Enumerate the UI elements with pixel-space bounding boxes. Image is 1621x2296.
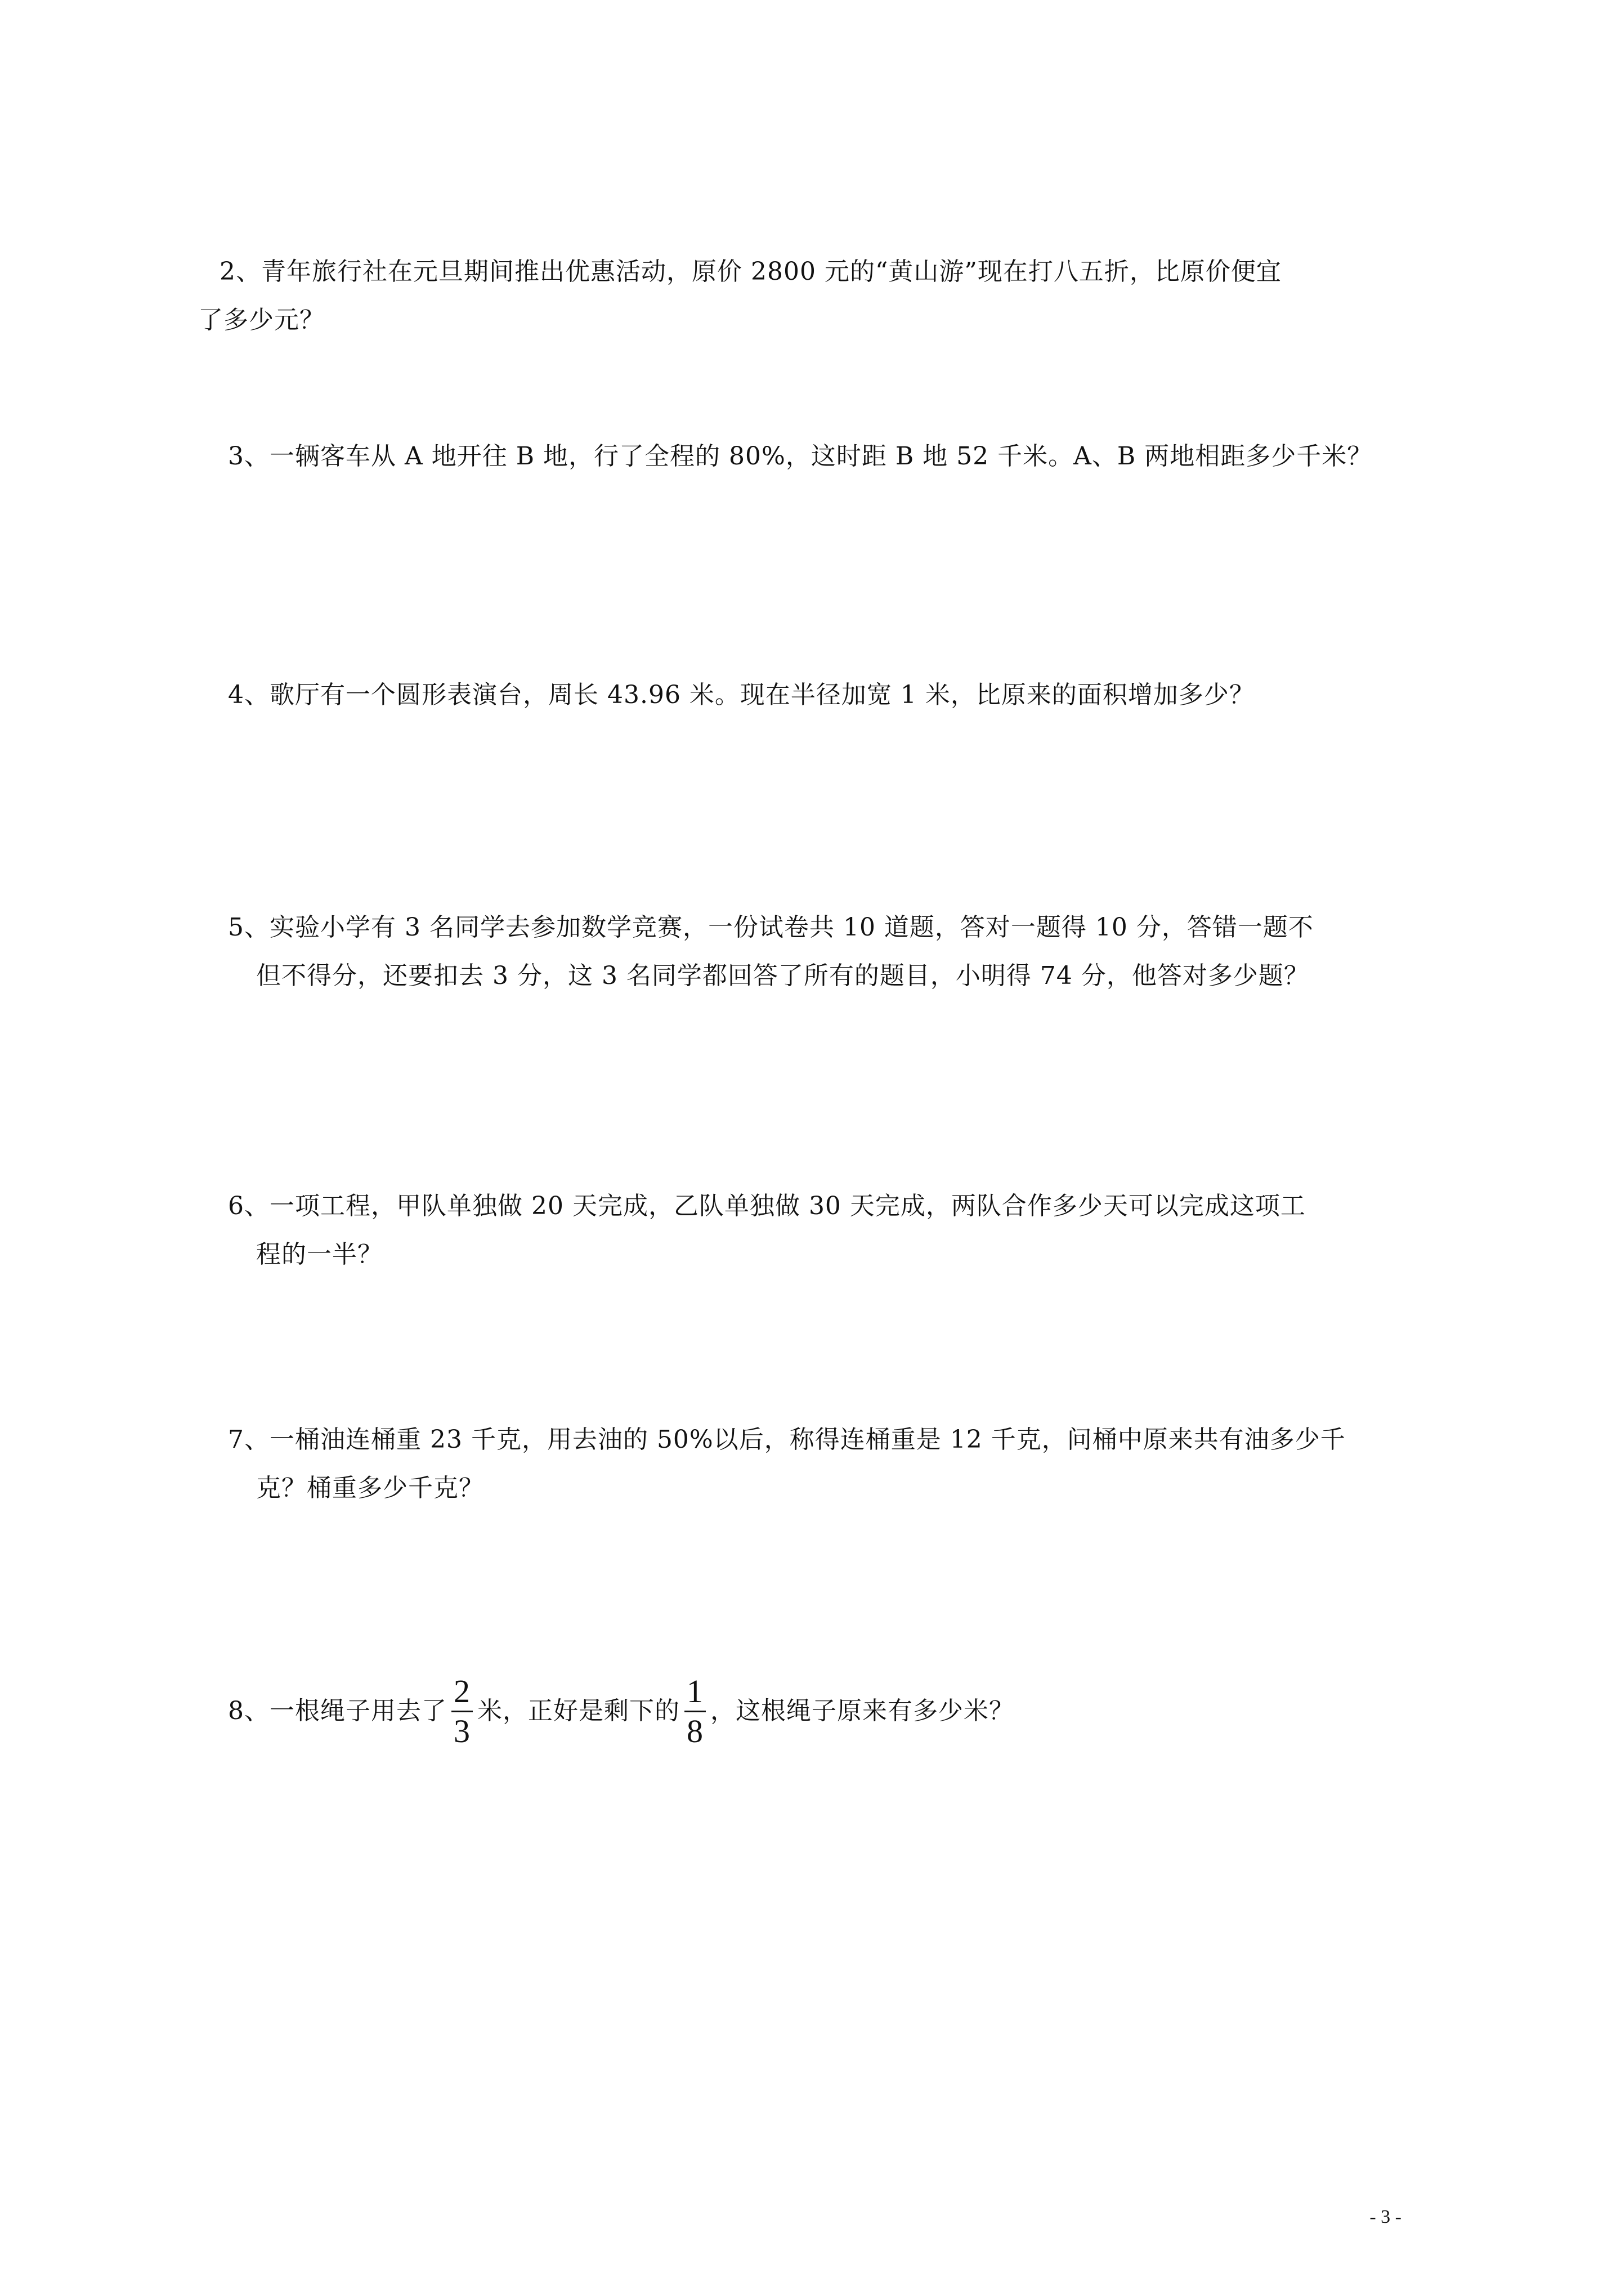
question-6-line-2: 程的一半？ xyxy=(256,1240,383,1269)
question-2-line-2: 了多少元？ xyxy=(198,306,325,334)
question-5-line-1: 5、实验小学有 3 名同学去参加数学竞赛，一份试卷共 10 道题，答对一题得 10 分，答错一题不 xyxy=(228,913,1314,942)
question-4-line-1: 4、歌厅有一个圆形表演台，周长 43.96 米。现在半径加宽 1 米，比原来的面积增加多少？ xyxy=(228,681,1255,709)
question-3 xyxy=(228,432,1372,481)
question-7-line-1: 7、一桶油连桶重 23 千克，用去油的 50%以后，称得连桶重是 12 千克，问桶中原来共有油多少千 xyxy=(228,1425,1346,1454)
question-8 xyxy=(228,1672,1014,1751)
fraction-2-numerator: 1 xyxy=(684,1675,706,1712)
question-7 xyxy=(228,1416,1346,1512)
question-2-line-1: 2、青年旅行社在元旦期间推出优惠活动，原价 2800 元的“黄山游”现在打八五折，比原价便宜 xyxy=(220,257,1282,286)
fraction-one-eighth xyxy=(684,1672,706,1749)
question-8-text-part-1: 8、一根绳子用去了 xyxy=(228,1697,447,1725)
fraction-2-denominator: 8 xyxy=(687,1712,704,1749)
question-6-line-1: 6、一项工程，甲队单独做 20 天完成，乙队单独做 30 天完成，两队合作多少天可以完成这项工 xyxy=(228,1192,1306,1220)
question-8-text-part-3: ，这根绳子原来有多少米？ xyxy=(710,1697,1014,1725)
page-number: - 3 - xyxy=(1369,2207,1401,2227)
fraction-1-numerator: 2 xyxy=(451,1675,473,1712)
question-2 xyxy=(198,248,1282,344)
question-8-text-part-2: 米，正好是剩下的 xyxy=(477,1697,680,1725)
fraction-1-denominator: 3 xyxy=(454,1712,471,1749)
question-7-line-2: 克？桶重多少千克？ xyxy=(256,1474,484,1502)
question-4 xyxy=(228,671,1255,719)
question-5-line-2: 但不得分，还要扣去 3 分，这 3 名同学都回答了所有的题目，小明得 74 分，他答对多少题？ xyxy=(256,961,1309,990)
fraction-two-thirds xyxy=(451,1672,473,1749)
question-6 xyxy=(228,1182,1306,1279)
question-5 xyxy=(228,903,1314,1000)
question-3-line-1: 3、一辆客车从 A 地开往 B 地，行了全程的 80%，这时距 B 地 52 千米。A、B 两地相距多少千米？ xyxy=(228,442,1373,471)
question-8-row xyxy=(228,1672,1014,1751)
